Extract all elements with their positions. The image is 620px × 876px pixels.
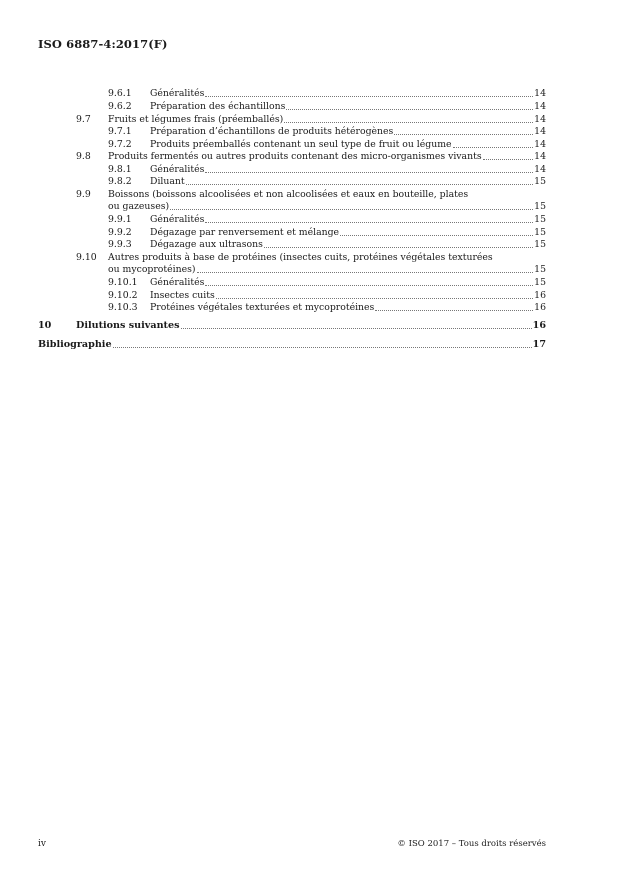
dot-leader <box>286 109 533 110</box>
toc-entry-page: 16 <box>534 302 546 313</box>
toc-entry-9-7-1[interactable] <box>38 126 546 137</box>
toc-entry-page: 14 <box>534 88 546 99</box>
dot-leader <box>113 347 532 348</box>
dot-leader <box>284 122 533 123</box>
footer-page-number: iv <box>38 839 46 849</box>
toc-entry-page: 14 <box>534 126 546 137</box>
toc-entry-page: 14 <box>534 164 546 175</box>
toc-entry-page: 15 <box>534 277 546 288</box>
toc-entry-number: 9.6.2 <box>108 101 132 112</box>
toc-entry-page: 15 <box>534 201 546 212</box>
footer-copyright: © ISO 2017 – Tous droits réservés <box>397 839 546 849</box>
toc-entry-number: 9.8 <box>76 151 91 162</box>
toc-entry-title: Préparation d’échantillons de produits hétérogènes <box>150 126 394 137</box>
toc-entry-9-9-2[interactable] <box>38 227 546 238</box>
toc-entry-9-6-2[interactable] <box>38 101 546 112</box>
dot-leader <box>205 172 533 173</box>
dot-leader <box>340 235 533 236</box>
toc-entry-9-10-3[interactable] <box>38 302 546 313</box>
dot-leader <box>170 209 533 210</box>
toc-entry-9-9-1[interactable] <box>38 214 546 225</box>
document-id: ISO 6887-4:2017(F) <box>38 37 168 51</box>
toc-entry-number: 9.9.1 <box>108 214 132 225</box>
toc-entry-number: 9.8.1 <box>108 164 132 175</box>
toc-entry-number: 9.7 <box>76 114 91 125</box>
toc-entry-title: Généralités <box>150 277 205 288</box>
toc-entry-number: 9.9.2 <box>108 227 132 238</box>
dot-leader <box>264 247 533 248</box>
dot-leader <box>186 184 534 185</box>
toc-entry-page: 15 <box>534 239 546 250</box>
dot-leader <box>453 147 534 148</box>
toc-entry-number: 9.9 <box>76 189 91 200</box>
toc-entry-number: 10 <box>38 320 52 331</box>
toc-entry-title: Dégazage aux ultrasons <box>150 239 263 250</box>
dot-leader <box>375 310 533 311</box>
toc-entry-page: 16 <box>532 320 546 331</box>
toc-entry-9-10-1[interactable] <box>38 277 546 288</box>
toc-entry-number: 9.10.1 <box>108 277 138 288</box>
toc-entry-title: Dilutions suivantes <box>76 320 180 331</box>
toc-entry-9-6-1[interactable] <box>38 88 546 99</box>
toc-entry-10[interactable] <box>38 320 546 331</box>
toc-entry-title: Protéines végétales texturées et mycoprotéines <box>150 302 375 313</box>
toc-entry-title: Fruits et légumes frais (préemballés) <box>108 114 284 125</box>
toc-entry-9-9-3[interactable] <box>38 239 546 250</box>
toc-entry-page: 15 <box>534 214 546 225</box>
toc-entry-page: 16 <box>534 290 546 301</box>
toc-entry-number: 9.7.1 <box>108 126 132 137</box>
toc-entry-9-8[interactable] <box>38 151 546 162</box>
toc-entry-9-10[interactable] <box>38 252 546 276</box>
toc-entry-9-8-1[interactable] <box>38 164 546 175</box>
toc-entry-title: Produits fermentés ou autres produits contenant des micro-organismes vivants <box>108 151 482 162</box>
toc-entry-title: Généralités <box>150 88 205 99</box>
toc-entry-9-7-2[interactable] <box>38 139 546 150</box>
dot-leader <box>205 222 533 223</box>
toc-entry-9-9[interactable] <box>38 189 546 213</box>
toc-entry-bibliographie[interactable] <box>38 339 546 350</box>
toc-entry-page: 14 <box>534 101 546 112</box>
toc-entry-number: 9.10.3 <box>108 302 138 313</box>
dot-leader <box>181 328 532 329</box>
dot-leader <box>197 272 534 273</box>
toc-entry-9-7[interactable] <box>38 114 546 125</box>
toc-entry-title: Bibliographie <box>38 339 112 350</box>
toc-entry-title-line-2: ou mycoprotéines) <box>108 264 196 275</box>
toc-entry-page: 17 <box>532 339 546 350</box>
toc-entry-page: 14 <box>534 151 546 162</box>
toc-entry-title: Diluant <box>150 176 185 187</box>
toc-entry-title: Préparation des échantillons <box>150 101 286 112</box>
toc-entry-title: Généralités <box>150 214 205 225</box>
toc-entry-title-line-1: Boissons (boissons alcoolisées et non alcoolisées et eaux en bouteille, plates <box>108 189 469 200</box>
toc-entry-title: Insectes cuits <box>150 290 215 301</box>
toc-entry-number: 9.10 <box>76 252 97 263</box>
toc-entry-number: 9.10.2 <box>108 290 138 301</box>
dot-leader <box>205 285 533 286</box>
dot-leader <box>205 96 533 97</box>
toc-entry-title: Généralités <box>150 164 205 175</box>
toc-entry-number: 9.9.3 <box>108 239 132 250</box>
toc-entry-page: 15 <box>534 227 546 238</box>
toc-entry-title: Produits préemballés contenant un seul type de fruit ou légume <box>150 139 452 150</box>
toc-entry-number: 9.8.2 <box>108 176 132 187</box>
toc-entry-number: 9.6.1 <box>108 88 132 99</box>
dot-leader <box>483 159 534 160</box>
toc-entry-title-line-2: ou gazeuses) <box>108 201 170 212</box>
toc-entry-page: 14 <box>534 114 546 125</box>
table-of-contents <box>38 0 546 876</box>
toc-entry-page: 15 <box>534 176 546 187</box>
toc-entry-9-8-2[interactable] <box>38 176 546 187</box>
toc-entry-number: 9.7.2 <box>108 139 132 150</box>
toc-entry-title: Dégazage par renversement et mélange <box>150 227 340 238</box>
dot-leader <box>394 134 533 135</box>
toc-entry-page: 14 <box>534 139 546 150</box>
toc-entry-page: 15 <box>534 264 546 275</box>
toc-entry-title-line-1: Autres produits à base de protéines (insectes cuits, protéines végétales texturées <box>108 252 493 263</box>
toc-entry-9-10-2[interactable] <box>38 290 546 301</box>
dot-leader <box>216 298 533 299</box>
